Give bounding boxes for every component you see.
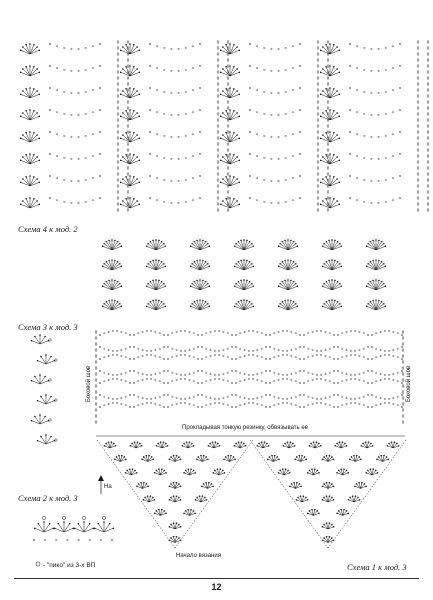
side-seam-right-label: Боковой шов	[406, 365, 412, 402]
elastic-note: Прокладывая тонкую резинку, обвязывать ее	[182, 425, 309, 431]
start-note: Начало вязания	[176, 553, 221, 559]
side-seam-left-label: Боковой шов	[86, 365, 92, 402]
direction-label: На	[104, 484, 112, 490]
scheme-3-label: Схема 3 к мод. 3	[18, 322, 78, 332]
scheme-1-label: Схема 1 к мод. 3	[347, 562, 407, 572]
picot-icon	[36, 562, 40, 566]
scheme-3-stitches	[31, 334, 57, 444]
scheme-4-label: Схема 4 к мод. 2	[18, 224, 78, 234]
scheme-2-label: Схема 2 к мод. 3	[18, 493, 78, 503]
footer-rule	[14, 578, 419, 579]
scheme-4-stitches	[20, 40, 429, 212]
page-number: 12	[211, 582, 222, 592]
scheme-1-stitches	[95, 239, 406, 548]
scheme-2-stitches	[33, 516, 114, 540]
picot-legend: - "пико" из 3-х ВП	[43, 562, 96, 569]
